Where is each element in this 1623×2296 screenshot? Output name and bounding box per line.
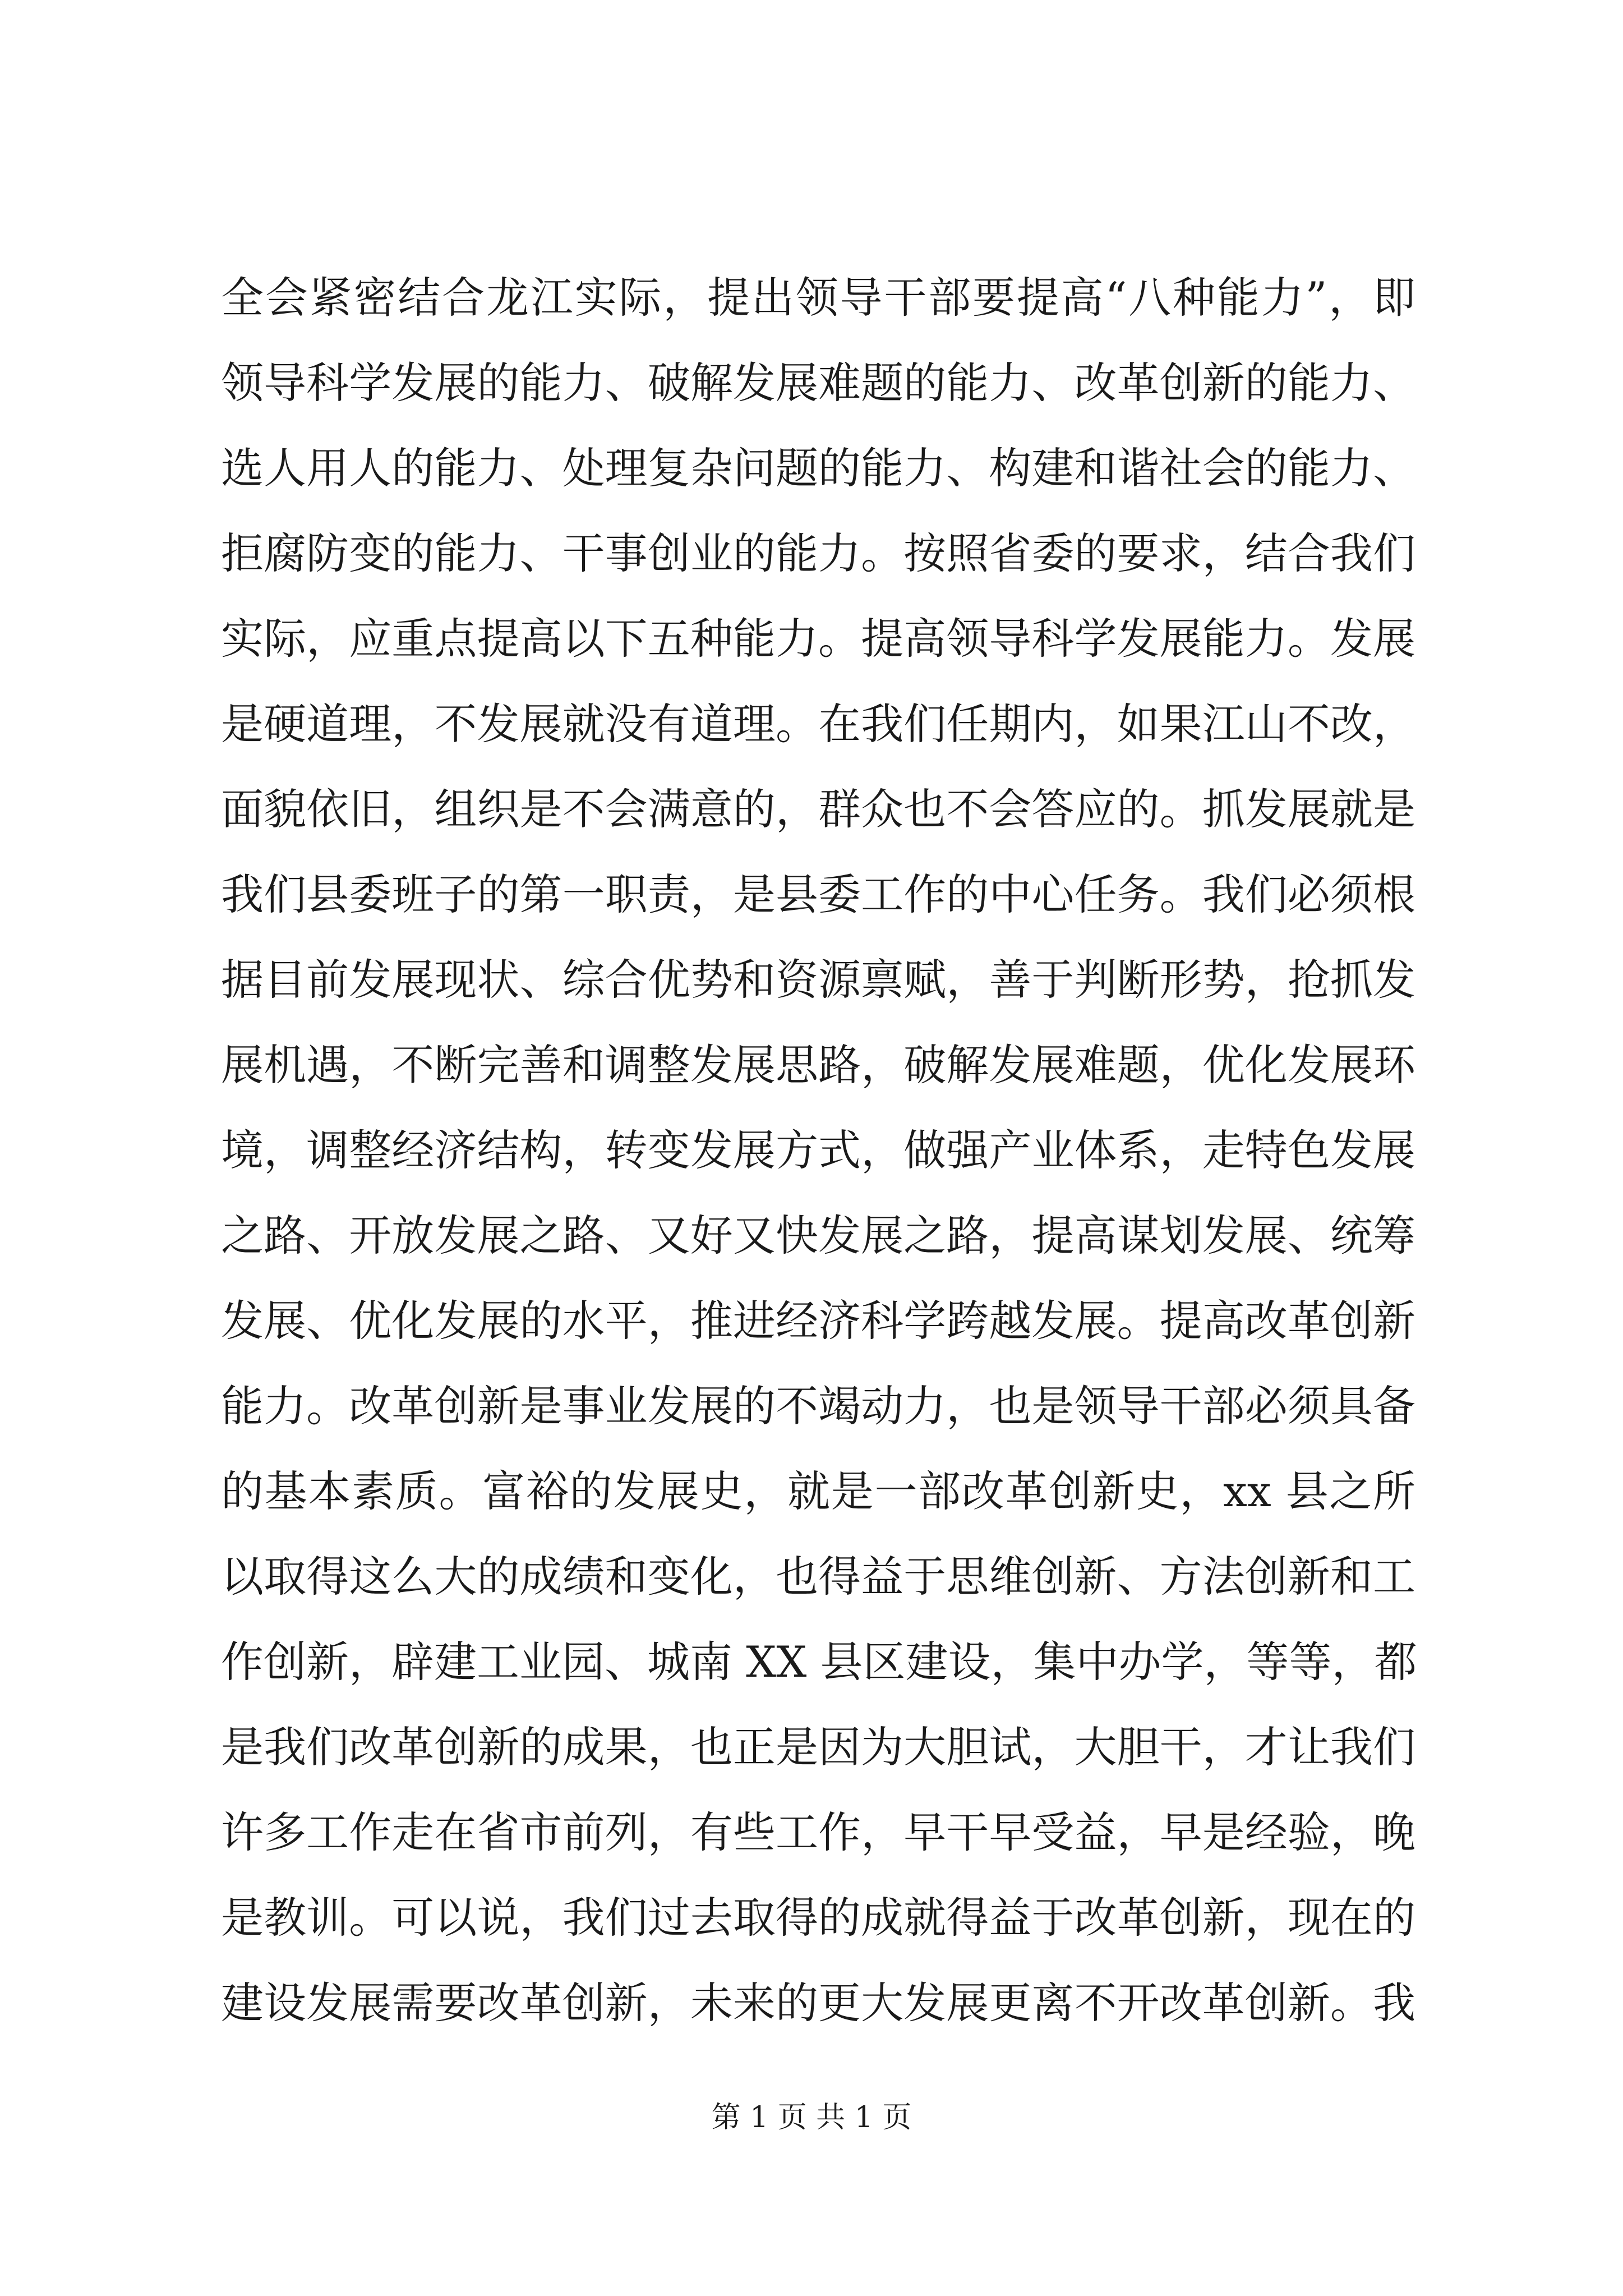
text-line: 是硬道理，不发展就没有道理。在我们任期内，如果江山不改， bbox=[221, 699, 1415, 749]
text-line: 全会紧密结合龙江实际，提出领导干部要提高“八种能力”，即 bbox=[221, 273, 1415, 323]
text-line: 展机遇，不断完善和调整发展思路，破解发展难题，优化发展环 bbox=[221, 1040, 1415, 1090]
text-line: 领导科学发展的能力、破解发展难题的能力、改革创新的能力、 bbox=[221, 358, 1415, 408]
text-line: 选人用人的能力、处理复杂问题的能力、构建和谐社会的能力、 bbox=[221, 443, 1415, 493]
text-line: 我们县委班子的第一职责，是县委工作的中心任务。我们必须根 bbox=[221, 869, 1415, 919]
text-line: 作创新，辟建工业园、城南 XX 县区建设，集中办学，等等，都 bbox=[221, 1637, 1417, 1687]
text-line: 是教训。可以说，我们过去取得的成就得益于改革创新，现在的 bbox=[221, 1893, 1415, 1943]
text-line: 据目前发展现状、综合优势和资源禀赋，善于判断形势，抢抓发 bbox=[221, 955, 1415, 1005]
text-line: 实际，应重点提高以下五种能力。提高领导科学发展能力。发展 bbox=[221, 614, 1415, 664]
text-line: 发展、优化发展的水平，推进经济科学跨越发展。提高改革创新 bbox=[221, 1296, 1415, 1346]
text-line: 的基本素质。富裕的发展史，就是一部改革创新史，xx 县之所 bbox=[221, 1466, 1415, 1516]
text-line: 以取得这么大的成绩和变化，也得益于思维创新、方法创新和工 bbox=[221, 1552, 1415, 1602]
body-text bbox=[221, 255, 1415, 2046]
text-line: 拒腐防变的能力、干事创业的能力。按照省委的要求，结合我们 bbox=[221, 528, 1415, 578]
text-line: 是我们改革创新的成果，也正是因为大胆试，大胆干，才让我们 bbox=[221, 1722, 1415, 1772]
text-line: 面貌依旧，组织是不会满意的，群众也不会答应的。抓发展就是 bbox=[221, 784, 1415, 834]
page-footer bbox=[0, 2098, 1623, 2137]
text-line: 能力。改革创新是事业发展的不竭动力，也是领导干部必须具备 bbox=[221, 1381, 1415, 1431]
page-number: 第 1 页 共 1 页 bbox=[711, 2101, 912, 2134]
text-line: 之路、开放发展之路、又好又快发展之路，提高谋划发展、统筹 bbox=[221, 1211, 1415, 1260]
text-line: 建设发展需要改革创新，未来的更大发展更离不开改革创新。我 bbox=[221, 1978, 1415, 2028]
text-line: 许多工作走在省市前列，有些工作，早干早受益，早是经验，晚 bbox=[221, 1807, 1415, 1857]
text-line: 境，调整经济结构，转变发展方式，做强产业体系，走特色发展 bbox=[221, 1125, 1415, 1175]
